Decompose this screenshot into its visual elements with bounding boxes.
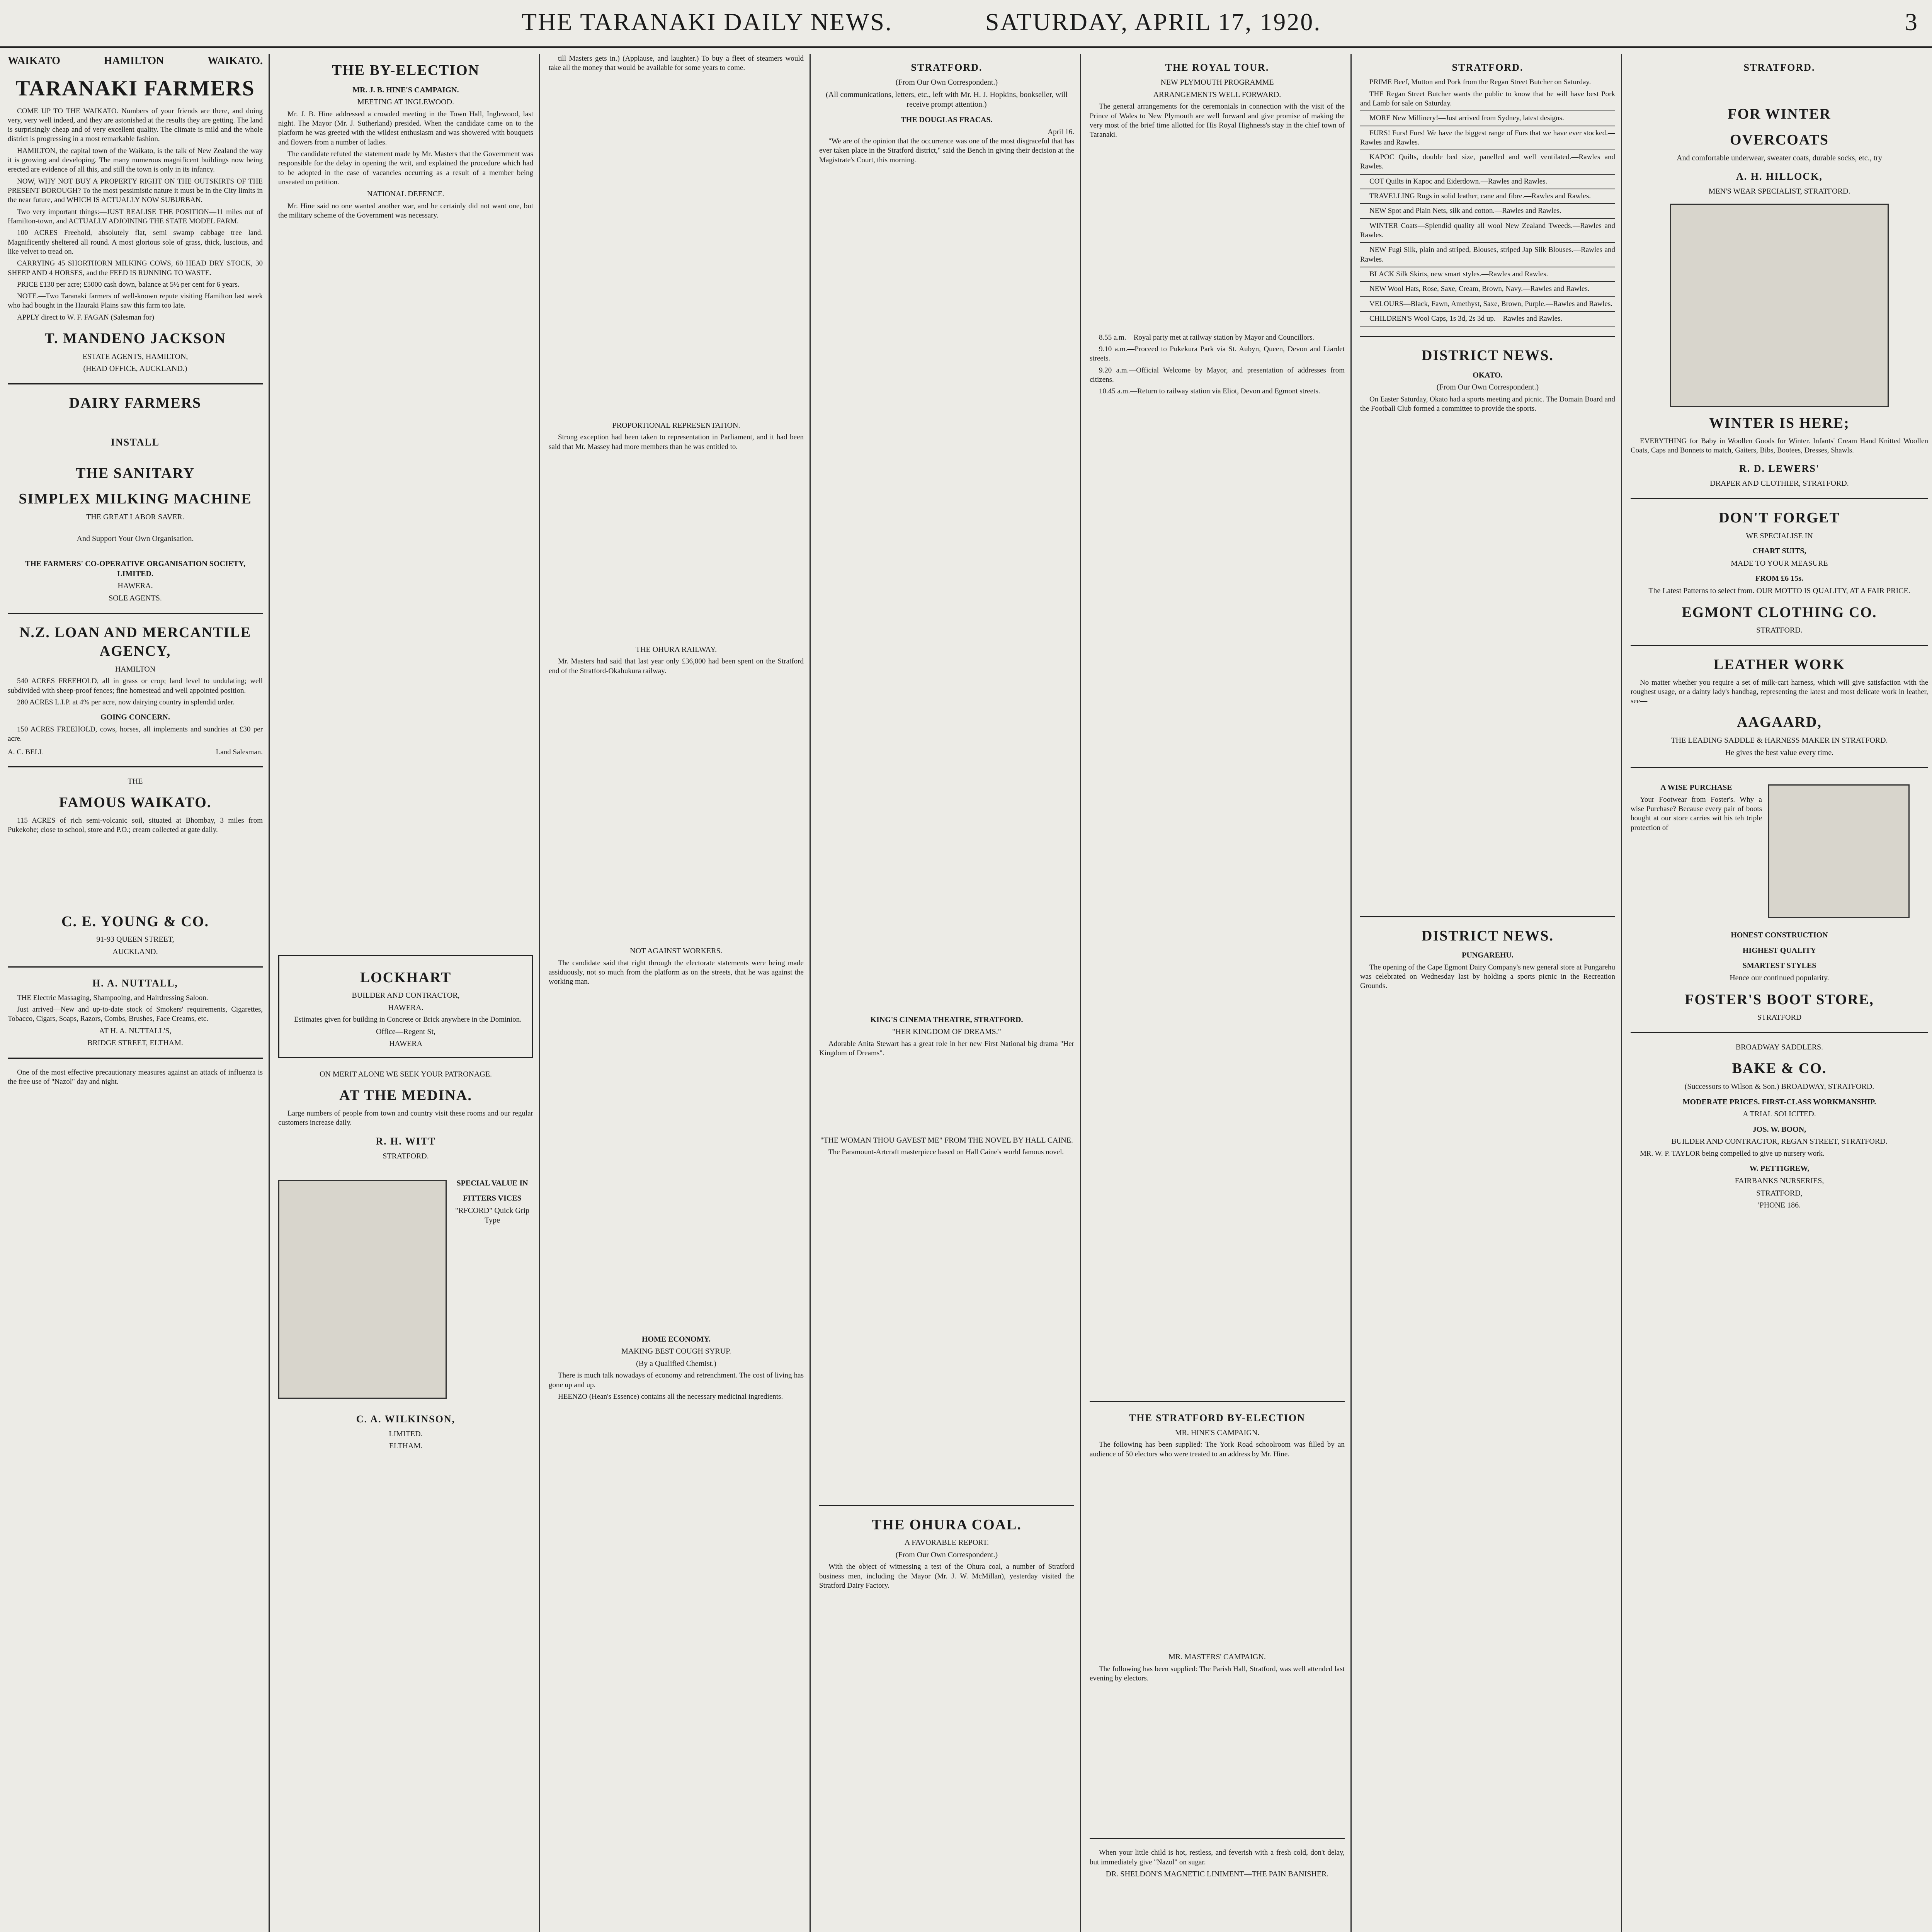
egmont-clothing: EGMONT CLOTHING CO. [1682, 604, 1877, 621]
install-label: INSTALL [111, 436, 160, 448]
kings-cinema-heading: KING'S CINEMA THEATRE, STRATFORD. [870, 1015, 1023, 1024]
smartest-styles: SMARTEST STYLES [1742, 961, 1816, 970]
honest-construction: HONEST CONSTRUCTION [1731, 931, 1828, 940]
popularity: Hence our continued popularity. [1730, 974, 1829, 983]
classified-item: CHILDREN'S Wool Caps, 1s 3d, 2s 3d up.—Rawles and Rawles. [1360, 314, 1615, 327]
district-news-title-2: DISTRICT NEWS. [1422, 927, 1554, 944]
support-text: And Support Your Own Organisation. [77, 534, 194, 543]
divider [1631, 767, 1928, 768]
lockhart-ad [278, 955, 533, 1058]
divider [1631, 645, 1928, 646]
coop-town: HAWERA. [117, 582, 153, 590]
woman-text: The Paramount-Artcraft masterpiece based on Hall Caine's world famous novel. [828, 1148, 1064, 1156]
district-news-title: DISTRICT NEWS. [1422, 347, 1554, 364]
young-city: AUCKLAND. [112, 947, 158, 956]
salesman-title: Land Salesman. [216, 748, 263, 756]
note-text: NOTE.—Two Taranaki farmers of well-known repute visiting Hamilton last week who had bought in the Hauraki Plains saw this farm too late. [8, 292, 263, 310]
hine-campaign-text: The following has been supplied: The York Road schoolroom was filled by an audience of 50 electors who were treated to an address by Mr. Hine. [1090, 1440, 1345, 1458]
special-value: SPECIAL VALUE IN [456, 1179, 528, 1187]
column-7 [1631, 54, 1928, 1932]
moderate-prices: MODERATE PRICES. FIRST-CLASS WORKMANSHIP. [1682, 1097, 1876, 1106]
stratford-title: STRATFORD. [911, 62, 983, 73]
boon-sub: BUILDER AND CONTRACTOR, REGAN STREET, STRATFORD. [1671, 1137, 1888, 1146]
royal-tour-title: THE ROYAL TOUR. [1165, 62, 1269, 73]
young-co-name: C. E. YOUNG & CO. [61, 913, 209, 930]
lot-115-acres: 115 ACRES of rich semi-volcanic soil, situated at Bhombay, 3 miles from Pukekohe; close to school, store and P.O.; cream collected at gate daily. [8, 816, 263, 834]
home-economy-heading: HOME ECONOMY. [641, 1335, 711, 1344]
wise-text: Your Footwear from Foster's. Why a wise Purchase? Because every pair of boots bought at our store carries wit his teh triple protection of [1631, 795, 1762, 832]
royal-tour-text: The general arrangements for the ceremonials in connection with the visit of the Prince of Wales to New Plymouth are well forward and give promise of making the very most of the brief time allotted for His Royal Highness's stay in the chief town of Taranaki. [1090, 102, 1345, 139]
overcoats: OVERCOATS [1730, 131, 1829, 148]
simplex-title: SIMPLEX MILKING MACHINE [19, 491, 252, 507]
pungarehu-text: The opening of the Cape Egmont Dairy Company's new general store at Pungarehu was celebrated on Wednesday last by holding a sports picnic in the Recreation Grounds. [1360, 963, 1615, 990]
boot-illustration-icon [1768, 784, 1910, 918]
classified-item: NEW Fugi Silk, plain and striped, Blouses, striped Jap Silk Blouses.—Rawles and Rawles. [1360, 245, 1615, 267]
column-4 [819, 54, 1074, 1932]
apply-text: APPLY direct to W. F. FAGAN (Salesman for) [17, 313, 154, 321]
waikato-header [8, 54, 263, 68]
masthead [0, 0, 1932, 48]
column-3 [549, 54, 804, 1932]
column-rule [1621, 54, 1622, 1932]
national-defence-heading: NATIONAL DEFENCE. [367, 190, 445, 199]
douglas-fracas-heading: THE DOUGLAS FRACAS. [901, 116, 993, 124]
ohura-coal-heading: THE OHURA COAL. [872, 1516, 1022, 1533]
winter-here: WINTER IS HERE; [1709, 415, 1850, 431]
dont-forget: DON'T FORGET [1719, 510, 1840, 526]
schedule-1: 8.55 a.m.—Royal party met at railway station by Mayor and Councillors. [1099, 333, 1315, 342]
divider [1631, 1032, 1928, 1033]
the-label: THE [128, 777, 143, 786]
pettigrew-town: STRATFORD, [1756, 1189, 1803, 1197]
leather-work: LEATHER WORK [1713, 656, 1845, 673]
nuttall-name: H. A. NUTTALL, [92, 977, 178, 989]
divider [8, 1058, 263, 1059]
broadway-saddlers: BROADWAY SADDLERS. [1735, 1043, 1823, 1051]
boon-name: JOS. W. BOON, [1752, 1125, 1806, 1134]
column-1 [8, 54, 263, 1932]
salesman-name: A. C. BELL [8, 748, 44, 756]
column-rule [539, 54, 540, 1932]
page-number: 3 [1905, 8, 1918, 36]
witt-name: R. H. WITT [376, 1135, 436, 1147]
heenzo-text: HEENZO (Hean's Essence) contains all the necessary medicinal ingredients. [558, 1393, 783, 1401]
ohura-railway-text: Mr. Masters had said that last year only £36,000 had been spent on the Stratford end of the Stratford-Okahukura railway. [549, 657, 804, 675]
stratford-title-3: STRATFORD. [1743, 62, 1815, 73]
kingdom-heading: "HER KINGDOM OF DREAMS." [892, 1027, 1001, 1036]
lockhart-office: Office—Regent St, [376, 1027, 436, 1036]
divider [1090, 1401, 1345, 1402]
carrying-text: CARRYING 45 SHORTHORN MILKING COWS, 60 HEAD DRY STOCK, 30 SHEEP AND 4 HORSES, and the FEED IS RUNNING TO WASTE. [8, 259, 263, 277]
column-6 [1360, 54, 1615, 1932]
lot-100-acres: 100 ACRES Freehold, absolutely flat, semi swamp cabbage tree land. Magnificently sheltered all round. A most glorious sole of grass, thick, luscious, and like velvet to tread on. [8, 229, 263, 256]
header-mid: HAMILTON [104, 55, 164, 67]
lewers-sub: DRAPER AND CLOTHIER, STRATFORD. [1710, 479, 1849, 488]
by-election-title: THE BY-ELECTION [332, 62, 480, 78]
divider [1090, 1838, 1345, 1839]
classified-item: MORE New Millinery!—Just arrived from Sydney, latest designs. [1360, 114, 1615, 126]
fever-notice: When your little child is hot, restless, and feverish with a fresh cold, don't delay, but immediately give "Nazol" on sugar. [1090, 1849, 1345, 1866]
classified-item: THE Regan Street Butcher wants the public to know that he will have best Pork and Lamb for sale on Saturday. [1360, 90, 1615, 112]
writ-text: The candidate refuted the statement made by Mr. Masters that the Government was responsible for the delay in opening the writ, and explained the procedure which had to be adopted in the case of vacancies occurring as a result of a member being unseated on petition. [278, 150, 533, 186]
outskirts-text: NOW, WHY NOT BUY A PROPERTY RIGHT ON THE OUTSKIRTS OF THE PRESENT BOROUGH? To the most pessimistic nature it must be in the City limits in the near future, and WHICH IS ACTUALLY NOW SUBURBAN. [8, 177, 263, 204]
schedule-3: 9.20 a.m.—Official Welcome by Mayor, and presentation of addresses from citizens. [1090, 366, 1345, 384]
coal-text: With the object of witnessing a test of the Ohura coal, a number of Stratford business men, including the Mayor (Mr. J. W. McMillan), yesterday visited the Stratford Dairy Factory. [819, 1563, 1074, 1590]
witt-town: STRATFORD. [383, 1151, 429, 1160]
coal-correspondent: (From Our Own Correspondent.) [895, 1550, 998, 1559]
overcoats-text: And comfortable underwear, sweater coats, durable socks, etc., try [1677, 153, 1882, 162]
cough-syrup-heading: MAKING BEST COUGH SYRUP. [621, 1347, 731, 1356]
okato-correspondent: (From Our Own Correspondent.) [1436, 383, 1539, 392]
we-specialise: WE SPECIALISE IN [1746, 531, 1813, 540]
vice-ad-text [447, 1173, 533, 1406]
classified-list [1360, 90, 1615, 327]
defence-text: Mr. Hine said no one wanted another war, and he certainly did not want one, but the military scheme of the Government was necessary. [278, 202, 533, 220]
lewers-name: R. D. LEWERS' [1739, 463, 1820, 474]
wise-purchase: A WISE PURCHASE [1660, 783, 1732, 792]
fleet-text: till Masters gets in.) (Applause, and laughter.) To buy a fleet of steamers would take all the money that would be available for some years to come. [549, 54, 804, 72]
divider [819, 1505, 1074, 1506]
classified-item: NEW Wool Hats, Rose, Saxe, Cream, Brown, Navy.—Rawles and Rawles. [1360, 284, 1615, 297]
newspaper-title: THE TARANAKI DAILY NEWS. [522, 8, 893, 36]
communications-note: (All communications, letters, etc., left with Mr. H. J. Hopkins, bookseller, will receive prompt attention.) [826, 90, 1068, 109]
classified-item: VELOURS—Black, Fawn, Amethyst, Saxe, Brown, Purple.—Rawles and Rawles. [1360, 299, 1615, 312]
favorable-report: A FAVORABLE REPORT. [904, 1538, 989, 1547]
sole-agents: SOLE AGENTS. [109, 594, 162, 602]
agent-name: T. MANDENO JACKSON [44, 330, 226, 347]
lot-280-acres: 280 ACRES L.I.P. at 4% per acre, now dairying country in splendid order. [17, 698, 235, 707]
column-rule [1350, 54, 1352, 1932]
meeting-heading: MEETING AT INGLEWOOD. [357, 98, 454, 107]
classified-item: BLACK Silk Skirts, new smart styles.—Rawles and Rawles. [1360, 270, 1615, 282]
stratford-title-2: STRATFORD. [1452, 62, 1524, 73]
wilkinson-limited: LIMITED. [389, 1429, 423, 1438]
medina-text: Large numbers of people from town and country visit these rooms and our regular customers increase daily. [278, 1109, 533, 1127]
price-text: PRICE £130 per acre; £5000 cash down, balance at 5½ per cent for 6 years. [17, 280, 240, 289]
lockhart-name: LOCKHART [360, 969, 452, 986]
okato-heading: OKATO. [1473, 371, 1503, 379]
column-2 [278, 54, 533, 1932]
leather-text: No matter whether you require a set of milk-cart harness, which will give satisfaction with the roughest usage, or a dainty lady's handbag, representing the latest and most delicate work in leather, see— [1631, 678, 1928, 706]
taranaki-farmers-title: TARANAKI FARMERS [15, 76, 255, 100]
nuttall-address: AT H. A. NUTTALL'S, [99, 1026, 172, 1035]
aagaard-name: AAGAARD, [1737, 714, 1822, 731]
pettigrew-sub: FAIRBANKS NURSERIES, [1735, 1176, 1824, 1185]
young-address: 91-93 QUEEN STREET, [96, 935, 174, 944]
wilkinson-town: ELTHAM. [389, 1442, 423, 1451]
kingdom-text: Adorable Anita Stewart has a great role in her new First National big drama "Her Kingdom of Dreams". [819, 1040, 1074, 1058]
winter-text: EVERYTHING for Baby in Woollen Goods for Winter. Infants' Cream Hand Knitted Woollen Coats, Caps and Bonnets to match, Gaiters, Bibs, Bootees, Dresses, Shawls. [1631, 437, 1928, 454]
foster-store: FOSTER'S BOOT STORE, [1685, 991, 1874, 1008]
masters-campaign-text: The following has been supplied: The Parish Hall, Stratford, was well attended last evening by electors. [1090, 1665, 1345, 1682]
lockhart-text: Estimates given for building in Concrete or Brick anywhere in the Dominion. [294, 1015, 522, 1024]
ohura-railway-heading: THE OHURA RAILWAY. [635, 645, 717, 654]
famous-waikato-title: FAMOUS WAIKATO. [59, 794, 212, 811]
divider [8, 766, 263, 767]
nuttall-text-2: Just arrived—New and up-to-date stock of Smokers' requirements, Cigarettes, Tobacco, Cigars, Soaps, Razors, Combs, Brushes, Face Creams, etc. [8, 1005, 263, 1023]
schedule-4: 10.45 a.m.—Return to railway station via Eliot, Devon and Egmont streets. [1099, 387, 1320, 396]
medina-title: AT THE MEDINA. [339, 1087, 472, 1104]
masters-campaign-heading: MR. MASTERS' CAMPAIGN. [1168, 1653, 1266, 1662]
okato-text: On Easter Saturday, Okato had a sports meeting and picnic. The Domain Board and the Football Club formed a committee to provide the sports. [1360, 395, 1615, 413]
medina-pre: ON MERIT ALONE WE SEEK YOUR PATRONAGE. [319, 1070, 492, 1078]
hillock-sub: MEN'S WEAR SPECIALIST, STRATFORD. [1708, 187, 1850, 196]
fitters-vices: FITTERS VICES [463, 1194, 522, 1203]
pettigrew-name: W. PETTIGREW, [1749, 1164, 1810, 1173]
meeting-text: Mr. J. B. Hine addressed a crowded meeting in the Town Hall, Inglewood, last night. The Mayor (Mr. J. Sutherland) presided. When the candidate came on to the platform he was greeted with the wildest enthusiasm and was showered with bouquets and flowers from a number of ladies. [278, 110, 533, 146]
agent-sub: ESTATE AGENTS, HAMILTON, [82, 352, 188, 361]
salesman-line [8, 748, 263, 757]
fracas-text: "We are of the opinion that the occurrence was one of the most disgraceful that has ever taken place in the Stratford district," said the Bench in giving their decision at the Magistrate's Court, this morning. [819, 137, 1074, 164]
prime-beef: PRIME Beef, Mutton and Pork from the Regan Street Butcher on Saturday. [1369, 78, 1591, 87]
made-to-measure: MADE TO YOUR MEASURE [1731, 559, 1828, 568]
own-correspondent: (From Our Own Correspondent.) [895, 78, 998, 87]
lot-540-acres: 540 ACRES FREEHOLD, all in grass or crop; land level to undulating; well subdivided with sheep-proof fences; fine homestead and well appointed position. [8, 677, 263, 695]
divider [8, 383, 263, 384]
highest-quality: HIGHEST QUALITY [1742, 946, 1816, 955]
hamilton-text: HAMILTON, the capital town of the Waikato, is the talk of New Zealand the way it is growing and developing. The many numerous magnificent buildings now being erected are evidence of all this, and still the town is only in its infancy. [8, 146, 263, 174]
classified-item: KAPOC Quilts, double bed size, panelled and well ventilated.—Rawles and Rawles. [1360, 153, 1615, 175]
vice-ad [278, 1173, 533, 1406]
rford-type: "RFCORD" Quick Grip Type [455, 1206, 529, 1225]
bake-co: BAKE & CO. [1732, 1060, 1827, 1077]
lockhart-town-2: HAWERA [389, 1039, 423, 1048]
foster-ad-text [1631, 777, 1762, 925]
nz-loan-sub: HAMILTON [115, 665, 156, 673]
proportional-heading: PROPORTIONAL REPRESENTATION. [612, 421, 740, 430]
woman-heading: "THE WOMAN THOU GAVEST ME" FROM THE NOVEL BY HALL CAINE. [820, 1136, 1073, 1145]
schedule-2: 9.10 a.m.—Proceed to Pukekura Park via St. Aubyn, Queen, Devon and Liardet streets. [1090, 345, 1345, 363]
classified-item: NEW Spot and Plain Nets, silk and cotton.—Rawles and Rawles. [1360, 206, 1615, 219]
latest-patterns: The Latest Patterns to select from. OUR MOTTO IS QUALITY, AT A FAIR PRICE. [1648, 587, 1910, 595]
dairy-farmers-title: DAIRY FARMERS [69, 395, 202, 411]
report-date: April 16. [1048, 128, 1074, 136]
proportional-text: Strong exception had been taken to representation in Parliament, and it had been said that Mr. Massey had more members than he was entitled to. [549, 433, 804, 451]
coop-society: THE FARMERS' CO-OPERATIVE ORGANISATION SOCIETY, LIMITED. [25, 560, 245, 578]
sanitary-title: THE SANITARY [75, 465, 195, 481]
foster-ad [1631, 777, 1928, 925]
plymouth-programme: NEW PLYMOUTH PROGRAMME [1160, 78, 1274, 87]
for-winter: FOR WINTER [1728, 106, 1831, 122]
header-right: WAIKATO. [207, 55, 263, 67]
column-rule [810, 54, 811, 1932]
hillock-name: A. H. HILLOCK, [1736, 171, 1823, 182]
cough-text: There is much talk nowadays of economy and retrenchment. The cost of living has gone up and up. [549, 1371, 804, 1389]
egmont-town: STRATFORD. [1756, 626, 1803, 635]
agent-sub-2: (HEAD OFFICE, AUCKLAND.) [83, 364, 187, 373]
column-5 [1090, 54, 1345, 1932]
not-against-text: The candidate said that right through the electorate statements were being made assiduously, not so much from the platform as on the streets, that he was against the working man. [549, 959, 804, 986]
column-rule [269, 54, 270, 1932]
hine-campaign-heading: MR. HINE'S CAMPAIGN. [1175, 1428, 1260, 1437]
lot-150-acres: 150 ACRES FREEHOLD, cows, horses, all implements and sundries at £30 per acre. [8, 725, 263, 743]
aagaard-sub: THE LEADING SADDLE & HARNESS MAKER IN STRATFORD. [1671, 736, 1888, 745]
vice-illustration-icon [278, 1180, 447, 1399]
position-text: Two very important things:—JUST REALISE THE POSITION—11 miles out of Hamilton-town, and ACTUALLY ADJOINING THE STATE MODEL FARM. [8, 207, 263, 225]
taylor-text: MR. W. P. TAYLOR being compelled to give up nursery work. [1640, 1150, 1825, 1158]
chart-suits: CHART SUITS, [1752, 547, 1806, 556]
header-left: WAIKATO [8, 55, 60, 67]
qualified-chemist: (By a Qualified Chemist.) [636, 1359, 716, 1368]
nazol-notice: One of the most effective precautionary measures against an attack of influenza is the free use of "Nazol" day and night. [8, 1068, 263, 1086]
nuttall-address-2: BRIDGE STREET, ELTHAM. [87, 1039, 183, 1048]
foster-town: STRATFORD [1757, 1013, 1802, 1022]
baby-illustration-icon [1670, 204, 1889, 407]
column-rule [1080, 54, 1081, 1932]
intro-text: COME UP TO THE WAIKATO. Numbers of your friends are there, and doing very, very well indeed, and they are astonished at the results they are getting. The land is surprisingly cheap and of very excellent quality. The climate is mild and the whole district is progressing in a most remarkable fashion. [8, 107, 263, 143]
not-against-heading: NOT AGAINST WORKERS. [630, 947, 723, 956]
pungarehu-heading: PUNGAREHU. [1462, 951, 1514, 960]
hine-campaign: MR. J. B. HINE'S CAMPAIGN. [352, 85, 459, 94]
lockhart-sub: BUILDER AND CONTRACTOR, [352, 991, 460, 1000]
wilkinson-name: C. A. WILKINSON, [356, 1413, 456, 1425]
divider [1360, 336, 1615, 337]
labor-saver: THE GREAT LABOR SAVER. [86, 513, 184, 522]
stratford-by-election-title: THE STRATFORD BY-ELECTION [1129, 1412, 1305, 1423]
bake-sub: (Successors to Wilson & Son.) BROADWAY, STRATFORD. [1684, 1082, 1874, 1091]
divider [8, 966, 263, 968]
sheldon-liniment: DR. SHELDON'S MAGNETIC LINIMENT—THE PAIN BANISHER. [1105, 1869, 1329, 1878]
arrangements-heading: ARRANGEMENTS WELL FORWARD. [1153, 90, 1281, 99]
suit-price: FROM £6 15s. [1755, 574, 1803, 583]
classified-item: TRAVELLING Rugs in solid leather, cane and fibre.—Rawles and Rawles. [1360, 192, 1615, 204]
divider [8, 613, 263, 614]
nz-loan-title: N.Z. LOAN AND MERCANTILE AGENCY, [19, 624, 252, 660]
divider [1360, 916, 1615, 917]
classified-item: WINTER Coats—Splendid quality all wool New Zealand Tweeds.—Rawles and Rawles. [1360, 221, 1615, 243]
lockhart-town: HAWERA. [388, 1003, 423, 1012]
best-value: He gives the best value every time. [1725, 748, 1834, 757]
issue-date: SATURDAY, APRIL 17, 1920. [985, 8, 1321, 36]
classified-item: FURS! Furs! Furs! We have the biggest range of Furs that we have ever stocked.—Rawles and Rawles. [1360, 129, 1615, 151]
trial-solicited: A TRIAL SOLICITED. [1743, 1110, 1816, 1119]
divider [1631, 498, 1928, 499]
nuttall-text: THE Electric Massaging, Shampooing, and Hairdressing Saloon. [17, 993, 208, 1002]
classified-item: COT Quilts in Kapoc and Eiderdown.—Rawles and Rawles. [1360, 177, 1615, 189]
pettigrew-phone: 'PHONE 186. [1758, 1201, 1801, 1210]
going-concern: GOING CONCERN. [100, 713, 170, 722]
